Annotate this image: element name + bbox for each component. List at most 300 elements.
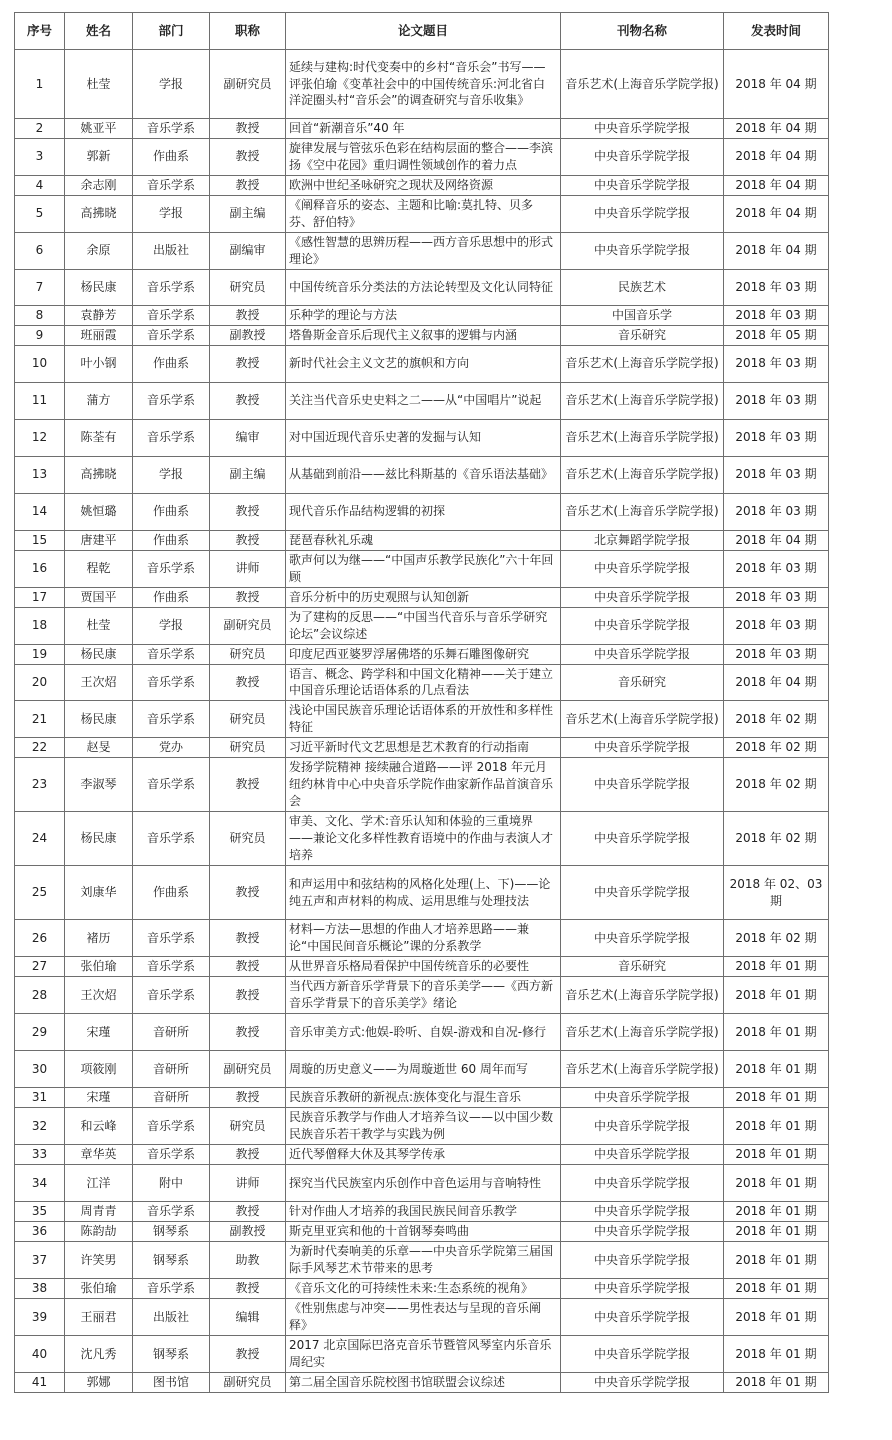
cell-name: 杜莹 — [65, 607, 133, 644]
table-row — [15, 456, 829, 493]
cell-department: 音乐学系 — [133, 550, 210, 587]
cell-rank: 教授 — [210, 866, 286, 920]
table-row — [15, 530, 829, 550]
table-row — [15, 977, 829, 1014]
cell-journal: 中央音乐学院学报 — [561, 758, 724, 812]
cell-serial-no: 11 — [15, 382, 65, 419]
table-row — [15, 1242, 829, 1279]
cell-journal: 音乐艺术(上海音乐学院学报) — [561, 382, 724, 419]
cell-serial-no: 7 — [15, 269, 65, 305]
table-row — [15, 1279, 829, 1299]
cell-journal: 音乐研究 — [561, 664, 724, 701]
cell-name: 王次炤 — [65, 664, 133, 701]
cell-department: 音乐学系 — [133, 644, 210, 664]
cell-paper-title: 浅论中国民族音乐理论话语体系的开放性和多样性特征 — [286, 701, 561, 738]
cell-publish-date: 2018 年 01 期 — [724, 1088, 829, 1108]
cell-paper-title: 回首“新潮音乐”40 年 — [286, 119, 561, 139]
cell-department: 音乐学系 — [133, 175, 210, 195]
cell-publish-date: 2018 年 03 期 — [724, 305, 829, 325]
cell-name: 宋瑾 — [65, 1014, 133, 1051]
table-row — [15, 50, 829, 119]
cell-journal: 中央音乐学院学报 — [561, 232, 724, 269]
cell-paper-title: 民族音乐教学与作曲人才培养刍议——以中国少数民族音乐若干教学与实践为例 — [286, 1108, 561, 1145]
cell-department: 附中 — [133, 1165, 210, 1202]
cell-journal: 中央音乐学院学报 — [561, 1202, 724, 1222]
cell-paper-title: 现代音乐作品结构逻辑的初探 — [286, 493, 561, 530]
cell-name: 杜莹 — [65, 50, 133, 119]
cell-rank: 副主编 — [210, 456, 286, 493]
cell-rank: 研究员 — [210, 269, 286, 305]
cell-publish-date: 2018 年 02、03 期 — [724, 866, 829, 920]
cell-journal: 音乐艺术(上海音乐学院学报) — [561, 1014, 724, 1051]
header-name: 姓名 — [65, 13, 133, 50]
table-row — [15, 269, 829, 305]
cell-rank: 教授 — [210, 1336, 286, 1373]
cell-serial-no: 35 — [15, 1202, 65, 1222]
table-row — [15, 1202, 829, 1222]
cell-journal: 音乐艺术(上海音乐学院学报) — [561, 456, 724, 493]
cell-publish-date: 2018 年 02 期 — [724, 758, 829, 812]
cell-department: 钢琴系 — [133, 1336, 210, 1373]
cell-serial-no: 30 — [15, 1051, 65, 1088]
cell-name: 沈凡秀 — [65, 1336, 133, 1373]
cell-department: 图书馆 — [133, 1373, 210, 1393]
cell-department: 音乐学系 — [133, 1202, 210, 1222]
cell-paper-title: 为新时代奏响美的乐章——中央音乐学院第三届国际手风琴艺术节带来的思考 — [286, 1242, 561, 1279]
header-serial-no: 序号 — [15, 13, 65, 50]
cell-rank: 研究员 — [210, 738, 286, 758]
cell-paper-title: 发扬学院精神 接续融合道路——评 2018 年元月纽约林肯中心中央音乐学院作曲家新作品首演音乐会 — [286, 758, 561, 812]
cell-journal: 中央音乐学院学报 — [561, 139, 724, 176]
cell-department: 作曲系 — [133, 493, 210, 530]
cell-rank: 教授 — [210, 530, 286, 550]
cell-rank: 副主编 — [210, 195, 286, 232]
cell-publish-date: 2018 年 03 期 — [724, 493, 829, 530]
cell-name: 宋瑾 — [65, 1088, 133, 1108]
cell-publish-date: 2018 年 04 期 — [724, 195, 829, 232]
cell-paper-title: 《阐释音乐的姿态、主题和比喻:莫扎特、贝多芬、舒伯特》 — [286, 195, 561, 232]
cell-journal: 中央音乐学院学报 — [561, 738, 724, 758]
cell-paper-title: 周璇的历史意义——为周璇逝世 60 周年而写 — [286, 1051, 561, 1088]
cell-publish-date: 2018 年 04 期 — [724, 530, 829, 550]
cell-journal: 中央音乐学院学报 — [561, 866, 724, 920]
table-row — [15, 1299, 829, 1336]
cell-serial-no: 23 — [15, 758, 65, 812]
cell-department: 出版社 — [133, 232, 210, 269]
cell-journal: 中央音乐学院学报 — [561, 1108, 724, 1145]
cell-journal: 音乐艺术(上海音乐学院学报) — [561, 493, 724, 530]
cell-publish-date: 2018 年 04 期 — [724, 139, 829, 176]
cell-name: 余志刚 — [65, 175, 133, 195]
cell-serial-no: 22 — [15, 738, 65, 758]
cell-publish-date: 2018 年 01 期 — [724, 1165, 829, 1202]
cell-department: 音乐学系 — [133, 419, 210, 456]
cell-name: 班丽霞 — [65, 325, 133, 345]
cell-paper-title: 琵琶春秋礼乐魂 — [286, 530, 561, 550]
cell-paper-title: 习近平新时代文艺思想是艺术教育的行动指南 — [286, 738, 561, 758]
cell-name: 赵旻 — [65, 738, 133, 758]
cell-rank: 教授 — [210, 977, 286, 1014]
cell-publish-date: 2018 年 01 期 — [724, 1202, 829, 1222]
cell-rank: 助教 — [210, 1242, 286, 1279]
cell-journal: 音乐艺术(上海音乐学院学报) — [561, 345, 724, 382]
cell-publish-date: 2018 年 01 期 — [724, 1014, 829, 1051]
cell-paper-title: 关注当代音乐史史料之二——从“中国唱片”说起 — [286, 382, 561, 419]
table-row — [15, 866, 829, 920]
cell-department: 音乐学系 — [133, 382, 210, 419]
table-row — [15, 920, 829, 957]
cell-serial-no: 38 — [15, 1279, 65, 1299]
table-row — [15, 758, 829, 812]
cell-journal: 音乐艺术(上海音乐学院学报) — [561, 419, 724, 456]
table-row — [15, 1373, 829, 1393]
cell-serial-no: 13 — [15, 456, 65, 493]
cell-publish-date: 2018 年 03 期 — [724, 607, 829, 644]
cell-serial-no: 5 — [15, 195, 65, 232]
cell-paper-title: 针对作曲人才培养的我国民族民间音乐教学 — [286, 1202, 561, 1222]
cell-name: 章华英 — [65, 1145, 133, 1165]
cell-serial-no: 8 — [15, 305, 65, 325]
cell-serial-no: 34 — [15, 1165, 65, 1202]
cell-journal: 中央音乐学院学报 — [561, 1165, 724, 1202]
cell-department: 音研所 — [133, 1051, 210, 1088]
cell-publish-date: 2018 年 03 期 — [724, 419, 829, 456]
table-row — [15, 325, 829, 345]
cell-paper-title: 近代琴僧释大休及其琴学传承 — [286, 1145, 561, 1165]
cell-publish-date: 2018 年 02 期 — [724, 701, 829, 738]
cell-rank: 研究员 — [210, 644, 286, 664]
cell-publish-date: 2018 年 01 期 — [724, 957, 829, 977]
cell-paper-title: 对中国近现代音乐史著的发掘与认知 — [286, 419, 561, 456]
table-row — [15, 493, 829, 530]
cell-publish-date: 2018 年 01 期 — [724, 1279, 829, 1299]
cell-paper-title: 延续与建构:时代变奏中的乡村“音乐会”书写——评张伯瑜《变革社会中的中国传统音乐:河北省白洋淀圈头村“音乐会”的调查研究与音乐收集》 — [286, 50, 561, 119]
cell-rank: 副研究员 — [210, 50, 286, 119]
cell-journal: 音乐研究 — [561, 957, 724, 977]
cell-serial-no: 37 — [15, 1242, 65, 1279]
cell-name: 杨民康 — [65, 269, 133, 305]
cell-department: 音乐学系 — [133, 325, 210, 345]
cell-publish-date: 2018 年 04 期 — [724, 232, 829, 269]
cell-publish-date: 2018 年 03 期 — [724, 644, 829, 664]
cell-publish-date: 2018 年 03 期 — [724, 456, 829, 493]
table-row — [15, 1165, 829, 1202]
cell-serial-no: 1 — [15, 50, 65, 119]
cell-journal: 中国音乐学 — [561, 305, 724, 325]
cell-department: 音乐学系 — [133, 1108, 210, 1145]
cell-paper-title: 探究当代民族室内乐创作中音色运用与音响特性 — [286, 1165, 561, 1202]
cell-name: 余原 — [65, 232, 133, 269]
cell-serial-no: 28 — [15, 977, 65, 1014]
cell-name: 姚恒璐 — [65, 493, 133, 530]
cell-publish-date: 2018 年 01 期 — [724, 1373, 829, 1393]
cell-serial-no: 27 — [15, 957, 65, 977]
cell-rank: 教授 — [210, 587, 286, 607]
cell-name: 郭娜 — [65, 1373, 133, 1393]
cell-rank: 讲师 — [210, 550, 286, 587]
cell-department: 作曲系 — [133, 530, 210, 550]
cell-rank: 副编审 — [210, 232, 286, 269]
cell-name: 张伯瑜 — [65, 957, 133, 977]
cell-department: 音乐学系 — [133, 664, 210, 701]
cell-journal: 中央音乐学院学报 — [561, 1088, 724, 1108]
cell-serial-no: 18 — [15, 607, 65, 644]
cell-journal: 中央音乐学院学报 — [561, 550, 724, 587]
cell-rank: 编辑 — [210, 1299, 286, 1336]
cell-paper-title: 歌声何以为继——“中国声乐教学民族化”六十年回顾 — [286, 550, 561, 587]
cell-serial-no: 29 — [15, 1014, 65, 1051]
table-row — [15, 664, 829, 701]
table-row — [15, 1051, 829, 1088]
cell-paper-title: 乐种学的理论与方法 — [286, 305, 561, 325]
cell-department: 音乐学系 — [133, 269, 210, 305]
table-row — [15, 1088, 829, 1108]
cell-paper-title: 材料—方法—思想的作曲人才培养思路——兼论“中国民间音乐概论”课的分系教学 — [286, 920, 561, 957]
cell-name: 袁静芳 — [65, 305, 133, 325]
header-publish-date: 发表时间 — [724, 13, 829, 50]
table-row — [15, 119, 829, 139]
header-paper-title: 论文题目 — [286, 13, 561, 50]
cell-rank: 教授 — [210, 175, 286, 195]
cell-journal: 中央音乐学院学报 — [561, 587, 724, 607]
cell-department: 出版社 — [133, 1299, 210, 1336]
cell-journal: 中央音乐学院学报 — [561, 1279, 724, 1299]
cell-serial-no: 3 — [15, 139, 65, 176]
cell-publish-date: 2018 年 03 期 — [724, 382, 829, 419]
table-row — [15, 345, 829, 382]
cell-rank: 教授 — [210, 493, 286, 530]
header-rank: 职称 — [210, 13, 286, 50]
cell-rank: 副研究员 — [210, 1051, 286, 1088]
cell-publish-date: 2018 年 01 期 — [724, 1299, 829, 1336]
cell-paper-title: 语言、概念、跨学科和中国文化精神——关于建立中国音乐理论话语体系的几点看法 — [286, 664, 561, 701]
cell-paper-title: 欧洲中世纪圣咏研究之现状及网络资源 — [286, 175, 561, 195]
cell-rank: 教授 — [210, 382, 286, 419]
cell-department: 音乐学系 — [133, 977, 210, 1014]
cell-name: 叶小钢 — [65, 345, 133, 382]
cell-publish-date: 2018 年 01 期 — [724, 1222, 829, 1242]
cell-rank: 教授 — [210, 139, 286, 176]
cell-publish-date: 2018 年 01 期 — [724, 1108, 829, 1145]
cell-name: 陈荃有 — [65, 419, 133, 456]
cell-publish-date: 2018 年 05 期 — [724, 325, 829, 345]
cell-department: 学报 — [133, 607, 210, 644]
cell-publish-date: 2018 年 04 期 — [724, 50, 829, 119]
cell-journal: 中央音乐学院学报 — [561, 195, 724, 232]
cell-publish-date: 2018 年 02 期 — [724, 738, 829, 758]
cell-serial-no: 4 — [15, 175, 65, 195]
cell-department: 音乐学系 — [133, 957, 210, 977]
cell-rank: 教授 — [210, 305, 286, 325]
cell-serial-no: 26 — [15, 920, 65, 957]
cell-journal: 民族艺术 — [561, 269, 724, 305]
cell-publish-date: 2018 年 01 期 — [724, 1051, 829, 1088]
cell-name: 王丽君 — [65, 1299, 133, 1336]
cell-department: 作曲系 — [133, 866, 210, 920]
cell-serial-no: 20 — [15, 664, 65, 701]
cell-name: 和云峰 — [65, 1108, 133, 1145]
header-row — [15, 13, 829, 50]
cell-rank: 研究员 — [210, 701, 286, 738]
cell-rank: 副研究员 — [210, 1373, 286, 1393]
table-row — [15, 587, 829, 607]
cell-serial-no: 25 — [15, 866, 65, 920]
cell-name: 张伯瑜 — [65, 1279, 133, 1299]
cell-rank: 副教授 — [210, 325, 286, 345]
cell-journal: 中央音乐学院学报 — [561, 1299, 724, 1336]
cell-serial-no: 2 — [15, 119, 65, 139]
cell-department: 学报 — [133, 50, 210, 119]
cell-rank: 教授 — [210, 119, 286, 139]
cell-rank: 教授 — [210, 1145, 286, 1165]
table-row — [15, 550, 829, 587]
table-row — [15, 232, 829, 269]
table-row — [15, 607, 829, 644]
table-row — [15, 419, 829, 456]
cell-rank: 教授 — [210, 345, 286, 382]
cell-department: 音乐学系 — [133, 1279, 210, 1299]
table-row — [15, 305, 829, 325]
cell-name: 周青青 — [65, 1202, 133, 1222]
cell-publish-date: 2018 年 01 期 — [724, 977, 829, 1014]
cell-publish-date: 2018 年 03 期 — [724, 345, 829, 382]
cell-department: 音乐学系 — [133, 920, 210, 957]
cell-department: 音乐学系 — [133, 812, 210, 866]
cell-name: 刘康华 — [65, 866, 133, 920]
cell-journal: 中央音乐学院学报 — [561, 1336, 724, 1373]
cell-publish-date: 2018 年 04 期 — [724, 175, 829, 195]
cell-publish-date: 2018 年 01 期 — [724, 1145, 829, 1165]
cell-rank: 副研究员 — [210, 607, 286, 644]
cell-paper-title: 和声运用中和弦结构的风格化处理(上、下)——论纯五声和声材料的构成、运用思维与处理技法 — [286, 866, 561, 920]
cell-name: 郭新 — [65, 139, 133, 176]
cell-department: 作曲系 — [133, 139, 210, 176]
table-row — [15, 195, 829, 232]
table-row — [15, 175, 829, 195]
cell-paper-title: 音乐审美方式:他娱-聆听、自娱-游戏和自况-修行 — [286, 1014, 561, 1051]
cell-department: 钢琴系 — [133, 1242, 210, 1279]
cell-paper-title: 《感性智慧的思辨历程——西方音乐思想中的形式理论》 — [286, 232, 561, 269]
cell-name: 杨民康 — [65, 812, 133, 866]
cell-journal: 中央音乐学院学报 — [561, 607, 724, 644]
table-row — [15, 1145, 829, 1165]
cell-paper-title: 新时代社会主义文艺的旗帜和方向 — [286, 345, 561, 382]
cell-department: 音乐学系 — [133, 305, 210, 325]
cell-paper-title: 印度尼西亚婆罗浮屠佛塔的乐舞石雕图像研究 — [286, 644, 561, 664]
cell-name: 高拂晓 — [65, 195, 133, 232]
cell-department: 党办 — [133, 738, 210, 758]
cell-serial-no: 40 — [15, 1336, 65, 1373]
cell-publish-date: 2018 年 04 期 — [724, 119, 829, 139]
cell-journal: 中央音乐学院学报 — [561, 175, 724, 195]
cell-rank: 副教授 — [210, 1222, 286, 1242]
cell-paper-title: 《音乐文化的可持续性未来:生态系统的视角》 — [286, 1279, 561, 1299]
cell-department: 作曲系 — [133, 345, 210, 382]
table-row — [15, 738, 829, 758]
cell-journal: 北京舞蹈学院学报 — [561, 530, 724, 550]
cell-serial-no: 19 — [15, 644, 65, 664]
cell-paper-title: 民族音乐教研的新视点:族体变化与混生音乐 — [286, 1088, 561, 1108]
cell-department: 音乐学系 — [133, 701, 210, 738]
cell-rank: 教授 — [210, 1279, 286, 1299]
cell-name: 蒲方 — [65, 382, 133, 419]
cell-name: 王次炤 — [65, 977, 133, 1014]
table-row — [15, 139, 829, 176]
cell-rank: 教授 — [210, 957, 286, 977]
cell-name: 姚亚平 — [65, 119, 133, 139]
cell-rank: 教授 — [210, 1202, 286, 1222]
cell-serial-no: 33 — [15, 1145, 65, 1165]
cell-department: 钢琴系 — [133, 1222, 210, 1242]
table-row — [15, 1336, 829, 1373]
cell-department: 音乐学系 — [133, 119, 210, 139]
cell-paper-title: 中国传统音乐分类法的方法论转型及文化认同特征 — [286, 269, 561, 305]
header-journal: 刊物名称 — [561, 13, 724, 50]
cell-serial-no: 32 — [15, 1108, 65, 1145]
cell-paper-title: 《性别焦虑与冲突——男性表达与呈现的音乐阐释》 — [286, 1299, 561, 1336]
cell-paper-title: 审美、文化、学术:音乐认知和体验的三重境界——兼论文化多样性教育语境中的作曲与表演人才培养 — [286, 812, 561, 866]
table-row — [15, 644, 829, 664]
cell-serial-no: 31 — [15, 1088, 65, 1108]
cell-serial-no: 14 — [15, 493, 65, 530]
cell-rank: 教授 — [210, 920, 286, 957]
cell-name: 杨民康 — [65, 644, 133, 664]
cell-paper-title: 第二届全国音乐院校图书馆联盟会议综述 — [286, 1373, 561, 1393]
cell-name: 李淑琴 — [65, 758, 133, 812]
cell-publish-date: 2018 年 01 期 — [724, 1242, 829, 1279]
cell-department: 作曲系 — [133, 587, 210, 607]
cell-serial-no: 24 — [15, 812, 65, 866]
table-row — [15, 957, 829, 977]
cell-serial-no: 6 — [15, 232, 65, 269]
cell-name: 许笑男 — [65, 1242, 133, 1279]
cell-paper-title: 音乐分析中的历史观照与认知创新 — [286, 587, 561, 607]
cell-serial-no: 36 — [15, 1222, 65, 1242]
cell-rank: 教授 — [210, 1088, 286, 1108]
cell-rank: 教授 — [210, 664, 286, 701]
cell-paper-title: 旋律发展与管弦乐色彩在结构层面的整合——李滨扬《空中花园》重归调性领域创作的着力点 — [286, 139, 561, 176]
cell-publish-date: 2018 年 02 期 — [724, 812, 829, 866]
cell-serial-no: 17 — [15, 587, 65, 607]
cell-journal: 中央音乐学院学报 — [561, 1222, 724, 1242]
cell-name: 陈韵劼 — [65, 1222, 133, 1242]
cell-serial-no: 21 — [15, 701, 65, 738]
cell-name: 程乾 — [65, 550, 133, 587]
cell-name: 高拂晓 — [65, 456, 133, 493]
cell-name: 褚历 — [65, 920, 133, 957]
table-row — [15, 1108, 829, 1145]
publications-table — [14, 12, 829, 1393]
table-row — [15, 812, 829, 866]
cell-name: 贾国平 — [65, 587, 133, 607]
cell-department: 音研所 — [133, 1014, 210, 1051]
cell-rank: 讲师 — [210, 1165, 286, 1202]
cell-journal: 音乐艺术(上海音乐学院学报) — [561, 1051, 724, 1088]
table-header — [15, 13, 829, 50]
cell-journal: 中央音乐学院学报 — [561, 812, 724, 866]
cell-paper-title: 斯克里亚宾和他的十首钢琴奏鸣曲 — [286, 1222, 561, 1242]
cell-department: 音乐学系 — [133, 1145, 210, 1165]
cell-journal: 中央音乐学院学报 — [561, 1145, 724, 1165]
cell-journal: 音乐艺术(上海音乐学院学报) — [561, 701, 724, 738]
cell-serial-no: 41 — [15, 1373, 65, 1393]
cell-publish-date: 2018 年 01 期 — [724, 1336, 829, 1373]
cell-name: 杨民康 — [65, 701, 133, 738]
cell-journal: 音乐艺术(上海音乐学院学报) — [561, 977, 724, 1014]
cell-serial-no: 16 — [15, 550, 65, 587]
cell-serial-no: 15 — [15, 530, 65, 550]
table-row — [15, 1014, 829, 1051]
